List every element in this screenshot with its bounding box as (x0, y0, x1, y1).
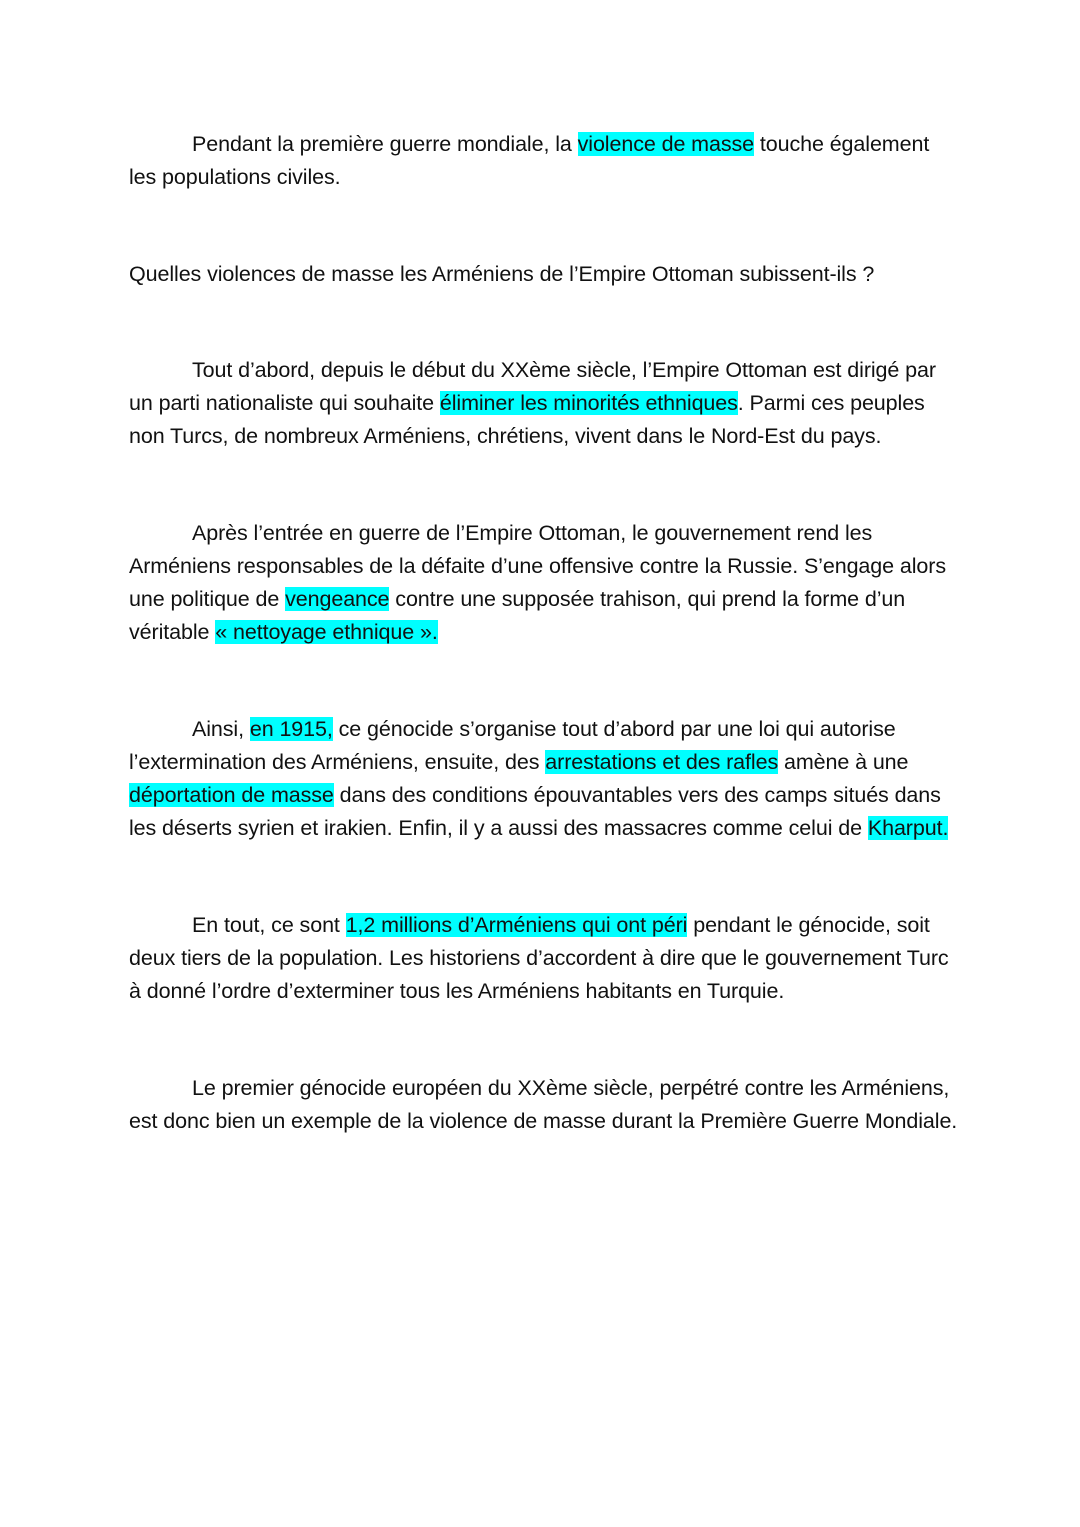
context-text-1: Tout d’abord, depuis le début du XXème siècle, l’Empire Ottoman est dirigé par un parti nationaliste qui souhaite (129, 358, 936, 415)
cause-text-2: contre une supposée trahison, qui prend la forme d’un véritable (129, 587, 906, 644)
genocide-paragraph (129, 713, 959, 845)
highlight-eliminer-minorites: éliminer les minorités ethniques (439, 391, 738, 415)
highlight-en-1915: en 1915, (249, 717, 333, 741)
intro-text-2: touche également les populations civiles. (129, 132, 930, 189)
toll-text-2: pendant le génocide, soit deux tiers de la population. Les historiens d’accordent à dire que le gouvernement Turc à donné l’ordre d’exterminer tous les Arméniens habitants en Turquie. (129, 913, 949, 1003)
intro-text-1: Pendant la première guerre mondiale, la (192, 132, 578, 156)
conclusion-paragraph: Le premier génocide européen du XXème siècle, perpétré contre les Arméniens, est donc bien un exemple de la violence de masse durant la Première Guerre Mondiale. (129, 1076, 958, 1133)
highlight-kharput: Kharput. (867, 816, 949, 840)
problem-question: Quelles violences de masse les Arméniens de l’Empire Ottoman subissent-ils ? (129, 262, 875, 286)
context-text-2: . Parmi ces peuples non Turcs, de nombreux Arméniens, chrétiens, vivent dans le Nord-Est du pays. (129, 391, 925, 448)
genocide-text-2: ce génocide s’organise tout d’abord par une loi qui autorise l’extermination des Arméniens, ensuite, des (129, 717, 896, 774)
highlight-nettoyage-ethnique: « nettoyage ethnique ». (215, 620, 438, 644)
cause-paragraph (129, 517, 959, 649)
highlight-vengeance: vengeance (285, 587, 390, 611)
toll-paragraph (129, 909, 959, 1008)
highlight-violence-de-masse: violence de masse (577, 132, 754, 156)
genocide-text-1: Ainsi, (192, 717, 250, 741)
highlight-arrestations-rafles: arrestations et des rafles (545, 750, 779, 774)
genocide-text-4: dans des conditions épouvantables vers des camps situés dans les déserts syrien et irakien. Enfin, il y a aussi des massacres comme celui de (129, 783, 941, 840)
context-paragraph (129, 354, 959, 453)
toll-text-1: En tout, ce sont (192, 913, 346, 937)
document-body (129, 128, 959, 1138)
cause-text-1: Après l’entrée en guerre de l’Empire Ottoman, le gouvernement rend les Arméniens responsables de la défaite d’une offensive contre la Russie. S’engage alors une politique de (129, 521, 946, 611)
highlight-millions-armeniens: 1,2 millions d’Arméniens qui ont péri (345, 913, 688, 937)
genocide-text-3: amène à une (778, 750, 909, 774)
intro-paragraph (129, 128, 959, 194)
highlight-deportation-masse: déportation de masse (129, 783, 334, 807)
